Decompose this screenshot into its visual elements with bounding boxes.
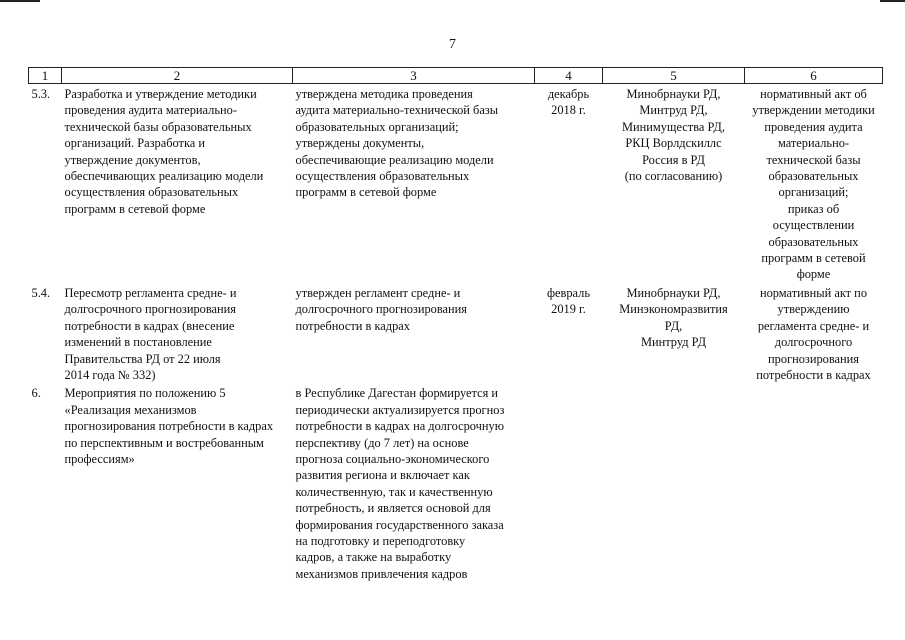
column-header-3: 3	[293, 68, 535, 84]
item-number: 5.3.	[31, 87, 51, 101]
item-number: 5.4.	[31, 285, 51, 300]
item-deadline: декабрь 2018 г.	[547, 87, 590, 118]
item-description: Мероприятия по положению 5 «Реализация механизмов прогнозирования потребности в кадрах по перспективным и востребованным профессиям»	[64, 386, 274, 466]
table-row	[29, 84, 883, 283]
document-table	[28, 67, 883, 582]
column-header-5: 5	[603, 68, 745, 84]
column-header-1: 1	[29, 68, 62, 84]
table-row	[29, 283, 883, 383]
item-responsible	[603, 383, 745, 582]
item-result: утвержден регламент средне- и долгосрочного прогнозирования потребности в кадрах	[295, 285, 467, 333]
item-number: 6.	[31, 386, 41, 401]
item-result: в Республике Дагестан формируется и периодически актуализируется прогноз потребности в кадрах на долгосрочную перспективу (до 7 лет) на основе прогноза социально-экономического развития региона и включает как количественную, так и качественную потребность, и является основой для формирования государственного заказа на подготовку и переподготовку кадров, а также на выработку механизмов привлечения кадров	[295, 386, 505, 581]
column-header-2: 2	[62, 68, 293, 84]
header-row	[29, 68, 883, 84]
item-document: нормативный акт по утверждению регламента средне- и долгосрочного прогнозирования потребности в кадрах	[756, 285, 871, 382]
item-description: Пересмотр регламента средне- и долгосрочного прогнозирования потребности в кадрах (внесение изменений в постановление Правительства РД от 22 июля 2014 года № 332)	[64, 285, 237, 382]
column-header-4: 4	[535, 68, 603, 84]
scan-edge-right	[880, 0, 905, 2]
item-responsible: Минобрнауки РД, Минтруд РД, Минимущества РД, РКЦ Ворлдскиллс Россия в РД (по согласованию)	[621, 87, 725, 184]
scan-edge-left	[0, 0, 40, 2]
item-document: нормативный акт об утверждении методики проведения аудита материально- технической базы образовательных организаций; приказ об осуществлении образовательных программ в сетевой форме	[752, 87, 875, 282]
item-document	[745, 383, 883, 582]
column-header-6: 6	[745, 68, 883, 84]
item-responsible: Минобрнауки РД, Минэкономразвития РД, Минтруд РД	[619, 285, 728, 350]
page-number: 7	[449, 37, 456, 52]
item-result: утверждена методика проведения аудита материально-технической базы образовательных организаций; утверждены документы, обеспечивающие реализацию модели осуществления образовательных программ в сетевой форме	[295, 87, 499, 200]
item-deadline	[535, 383, 603, 582]
table-row	[29, 383, 883, 582]
item-deadline: февраль 2019 г.	[546, 285, 591, 317]
item-description: Разработка и утверждение методики проведения аудита материально- технической базы образовательных организаций. Разработка и утверждение документов, обеспечивающих реализацию модели осуществления образовательных программ в сетевой форме	[64, 87, 264, 216]
